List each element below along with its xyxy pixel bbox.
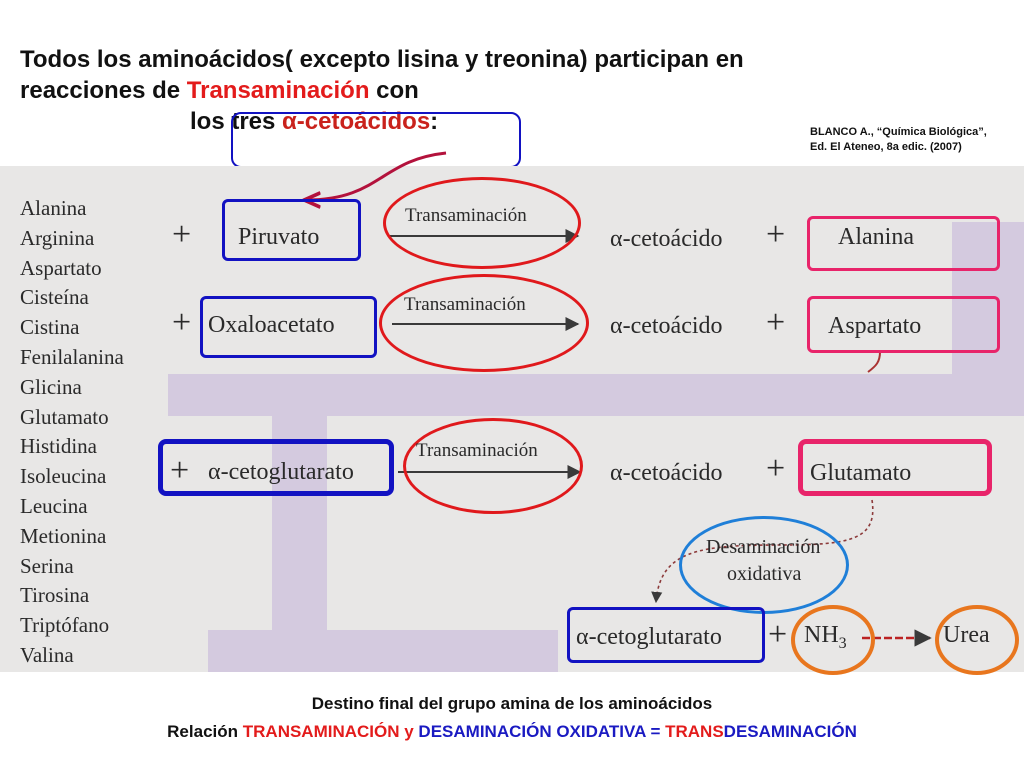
footer-trans: TRANS [665, 722, 724, 741]
amino-acid-item: Arginina [20, 225, 95, 250]
nh3-subscript: 3 [838, 634, 847, 652]
plus-sign: + [768, 616, 788, 653]
aspartato-label: Aspartato [828, 313, 922, 339]
alpha-cetoacido-2: α-cetoácido [610, 313, 723, 339]
alpha-cetoglutarato-final-label: α-cetoglutarato [576, 624, 722, 650]
desaminacion-label: Desaminación [706, 536, 821, 558]
title-line-2-end: con [369, 77, 419, 104]
citation-line-1: BLANCO A., “Química Biológica”, [810, 126, 987, 138]
oxaloacetato-label: Oxaloacetato [208, 312, 335, 338]
citation-line-2: Ed. El Ateneo, 8a edic. (2007) [810, 141, 962, 153]
footer-desaminacion-oxidativa: DESAMINACIÓN OXIDATIVA = [418, 722, 666, 741]
plus-sign: + [766, 216, 786, 253]
alpha-cetoglutarato-label: α-cetoglutarato [208, 459, 354, 485]
transamination-oval-3 [403, 418, 583, 514]
urea-label: Urea [943, 622, 990, 648]
alpha-cetoacido-3: α-cetoácido [610, 460, 723, 486]
amino-acid-item: Histidina [20, 434, 97, 459]
amino-acid-item: Isoleucina [20, 464, 107, 489]
glutamato-label: Glutamato [810, 460, 912, 486]
piruvato-label: Piruvato [238, 224, 320, 250]
title-line-2-text: reacciones de [20, 77, 187, 104]
title-transaminacion: Transaminación [186, 77, 370, 104]
alanina-label: Alanina [838, 224, 914, 250]
amino-acid-item: Leucina [20, 493, 88, 518]
aspartato-dash [868, 352, 880, 372]
amino-acid-item: Aspartato [20, 255, 102, 280]
plus-sign: + [766, 450, 786, 487]
amino-acid-item: Triptófano [20, 613, 110, 638]
footer-line-2 [0, 722, 1024, 742]
plus-sign: + [170, 452, 190, 489]
footer-desaminacion: DESAMINACIÓN [723, 722, 857, 741]
nh3-main: NH [804, 622, 839, 648]
plus-sign: + [766, 304, 786, 341]
transamination-label-1: Transaminación [405, 205, 527, 226]
amino-acid-item: Serina [20, 553, 74, 578]
amino-acid-item: Alanina [20, 196, 87, 220]
amino-acid-item: Tirosina [20, 583, 90, 608]
title-line-1: Todos los aminoácidos( excepto lisina y treonina) participan en [20, 46, 744, 73]
amino-acid-item: Cistina [20, 315, 80, 340]
nh3-label [804, 622, 847, 653]
footer-relacion: Relación [167, 722, 243, 741]
title-alpha-cetoacidos: α-cetoácidos [282, 108, 431, 135]
transamination-oval-2 [379, 274, 589, 372]
amino-acid-item: Valina [20, 642, 74, 667]
amino-acid-item: Cisteína [20, 285, 89, 310]
title-line-3-end: : [430, 108, 439, 135]
amino-acid-item: Glutamato [20, 404, 109, 429]
oxidativa-label: oxidativa [727, 563, 802, 585]
plus-sign: + [172, 304, 192, 341]
transamination-label-3: Transaminación [416, 440, 538, 461]
amino-acid-item: Glicina [20, 374, 82, 399]
amino-acid-item: Metionina [20, 523, 107, 548]
plus-sign: + [172, 216, 192, 253]
footer-line-1: Destino final del grupo amina de los aminoácidos [311, 694, 713, 713]
alpha-cetoacido-1: α-cetoácido [610, 226, 723, 252]
title-line-3-text: los tres [190, 108, 283, 135]
transamination-label-2: Transaminación [404, 294, 526, 315]
amino-acid-item: Fenilalanina [20, 344, 124, 369]
footer-transaminacion: TRANSAMINACIÓN y [242, 722, 419, 741]
